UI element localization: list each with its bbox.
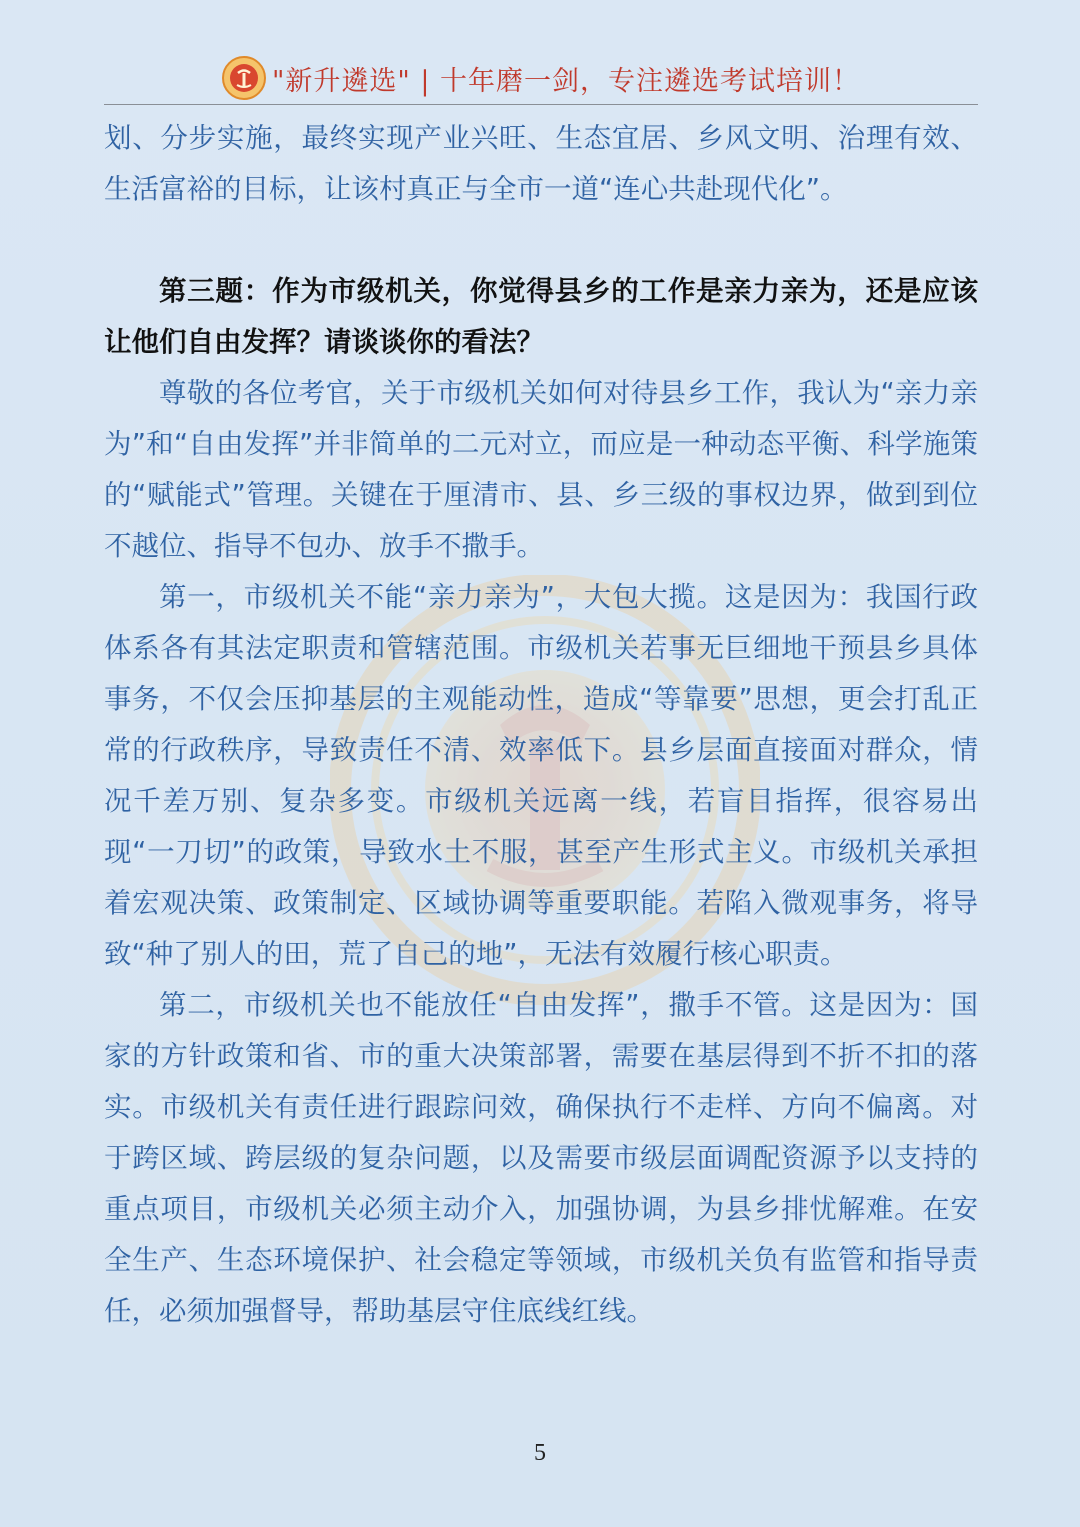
xinsheng-logo-icon: [222, 56, 266, 100]
paragraph-intro: 尊敬的各位考官，关于市级机关如何对待县乡工作，我认为“亲力亲为”和“自由发挥”并非简单的二元对立，而应是一种动态平衡、科学施策的“赋能式”管理。关键在于厘清市、县、乡三级的事权边界，做到到位不越位、指导不包办、放手不撒手。: [104, 377, 978, 562]
header-slogan: "新升遴选" | 十年磨一剑，专注遴选考试培训！: [271, 65, 861, 97]
paragraph-gap: [104, 215, 978, 266]
page-header: [104, 52, 978, 105]
paragraph-first-point: 第一，市级机关不能“亲力亲为”，大包大揽。这是因为：我国行政体系各有其法定职责和管辖范围。市级机关若事无巨细地干预县乡具体事务，不仅会压抑基层的主观能动性，造成“等靠要”思想，更会打乱正常的行政秩序，导致责任不清、效率低下。县乡层面直接面对群众，情况千差万别、复杂多变。市级机关远离一线，若盲目指挥，很容易出现“一刀切”的政策，导致水土不服，甚至产生形式主义。市级机关承担着宏观决策、政策制定、区域协调等重要职能。若陷入微观事务，将导致“种了别人的田，荒了自己的地”，无法有效履行核心职责。: [104, 581, 978, 970]
paragraph-second-point: 第二，市级机关也不能放任“自由发挥”，撒手不管。这是因为：国家的方针政策和省、市的重大决策部署，需要在基层得到不折不扣的落实。市级机关有责任进行跟踪问效，确保执行不走样、方向不偏离。对于跨区域、跨层级的复杂问题，以及需要市级层面调配资源予以支持的重点项目，市级机关必须主动介入，加强协调，为县乡排忧解难。在安全生产、生态环境保护、社会稳定等领域，市级机关负有监管和指导责任，必须加强督导，帮助基层守住底线红线。: [104, 989, 978, 1327]
paragraph-continuation: 划、分步实施，最终实现产业兴旺、生态宜居、乡风文明、治理有效、生活富裕的目标，让该村真正与全市一道“连心共赴现代化”。: [104, 122, 978, 205]
question-heading: 第三题：作为市级机关，你觉得县乡的工作是亲力亲为，还是应该让他们自由发挥？请谈谈你的看法？: [104, 275, 978, 358]
document-body: [104, 113, 978, 1337]
page-number: 5: [534, 1440, 546, 1466]
